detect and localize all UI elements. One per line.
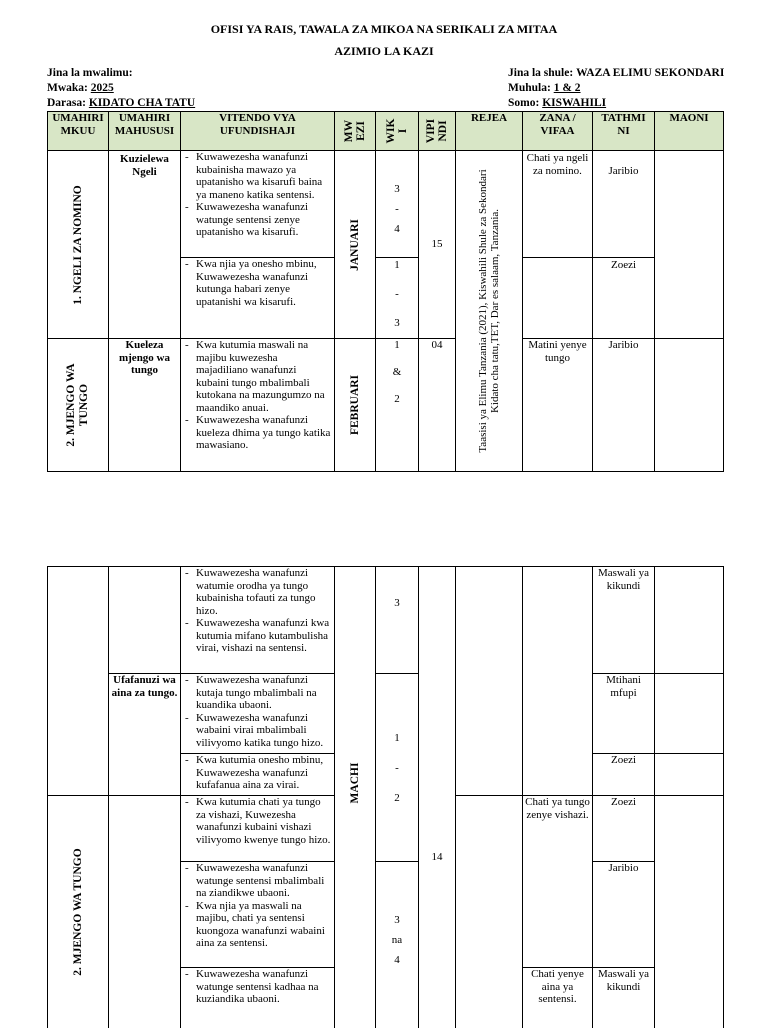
topic-cell (48, 567, 109, 796)
materials-cell: Chati ya tungo zenye vishazi. (523, 796, 593, 968)
reference-cell (456, 567, 523, 796)
periods-cell: 04 (419, 339, 456, 472)
meta-right (508, 66, 724, 111)
remarks-cell (655, 567, 724, 674)
scheme-table-2 (47, 566, 724, 1028)
col-periods: VIPI NDI (419, 112, 456, 151)
week-cell: 3 - 4 (376, 151, 419, 258)
week-cell: 3 (376, 567, 419, 674)
month-cell: JANUARI (335, 151, 376, 339)
activities-cell: - Kuwawezesha wanafunzi kubainisha mawazo ya upatanisho wa kisarufi baina ya maneno katika sentensi. - Kuwawezesha wanafunzi watunge sentensi zenye upatanisho wa kisarufi. (181, 151, 335, 258)
materials-cell: Chati ya ngeli za nomino. (523, 151, 593, 258)
col-main-topic: UMAHIRI MKUU (48, 112, 109, 151)
subject-label: Somo: (508, 97, 540, 109)
class-value: KIDATO CHA TATU (88, 97, 196, 109)
col-sub-topic: UMAHIRI MAHUSUSI (109, 112, 181, 151)
col-reference: REJEA (456, 112, 523, 151)
activities-cell: - Kuwawezesha wanafunzi watunge sentensi mbalimbali na ziandikwe ubaoni. - Kwa njia ya maswali na majibu, chati ya sentensi kuongoza wanafunzi wabaini aina za sentensi. (181, 862, 335, 968)
assessment-cell: Zoezi (593, 258, 655, 339)
materials-cell (523, 258, 593, 339)
assessment-cell: Zoezi (593, 754, 655, 796)
assessment-cell: Jaribio (593, 339, 655, 472)
subtopic-cell (109, 796, 181, 1028)
assessment-cell: Mtihani mfupi (593, 674, 655, 754)
term-value: 1 & 2 (553, 82, 581, 94)
subtopic-cell: Kuzielewa Ngeli (109, 151, 181, 339)
col-assessment: TATHMI NI (593, 112, 655, 151)
activities-cell: - Kwa kutumia onesho mbinu, Kuwawezesha wanafunzi kufafanua aina za virai. (181, 754, 335, 796)
month-cell: FEBRUARI (335, 339, 376, 472)
assessment-cell: Jaribio (593, 151, 655, 258)
teacher-label: Jina la mwalimu: (47, 67, 133, 79)
col-materials: ZANA / VIFAA (523, 112, 593, 151)
week-cell: 1 - 3 (376, 258, 419, 339)
office-title: OFISI YA RAIS, TAWALA ZA MIKOA NA SERIKALI ZA MITAA (210, 22, 558, 36)
activities-cell: - Kwa njia ya onesho mbinu, Kuwawezesha wanafunzi kutunga habari zenye upatanishi wa kisarufi. (181, 258, 335, 339)
subtopic-cell (109, 567, 181, 674)
materials-cell: Chati yenye aina ya sentensi. (523, 968, 593, 1028)
remarks-cell (655, 339, 724, 472)
table-row (48, 339, 724, 472)
year-value: 2025 (90, 82, 114, 94)
activities-cell: - Kuwawezesha wanafunzi watunge sentensi kadhaa na kuziandika ubaoni. (181, 968, 335, 1028)
col-month: MW EZI (335, 112, 376, 151)
table-row (48, 674, 724, 754)
remarks-cell (655, 674, 724, 754)
remarks-cell (655, 796, 724, 1028)
assessment-cell: Jaribio (593, 862, 655, 968)
table-row (48, 567, 724, 674)
class-label: Darasa: (47, 97, 86, 109)
topic-cell: 2. MJENGO WA TUNGO (48, 339, 109, 472)
assessment-cell: Maswali ya kikundi (593, 968, 655, 1028)
meta-left (47, 66, 195, 111)
activities-cell: - Kuwawezesha wanafunzi watumie orodha ya tungo kubainisha tofauti za tungo hizo. - Kuwawezesha wanafunzi kwa kutumia mifano kutambulisha virai, vishazi na sentensi. (181, 567, 335, 674)
school-value: WAZA ELIMU SEKONDARI (576, 67, 725, 79)
activities-cell: - Kwa kutumia chati ya tungo za vishazi, Kuwezesha wanafunzi kubaini vishazi vilivyomo kwenye tungo hizo. (181, 796, 335, 862)
topic-cell: 1. NGELI ZA NOMINO (48, 151, 109, 339)
reference-cell: Taasisi ya Elimu Tanzania (2021), Kiswahili Shule za Sekondari Kidato cha tatu,TET, Dar es salaam, Tanzania. (456, 151, 523, 472)
subject-value: KISWAHILI (542, 97, 607, 109)
materials-cell: Matini yenye tungo (523, 339, 593, 472)
col-week: WIK I (376, 112, 419, 151)
topic-cell: 2. MJENGO WA TUNGO (48, 796, 109, 1028)
week-cell: 1 - 2 (376, 674, 419, 862)
term-label: Muhula: (508, 82, 551, 94)
week-cell: 1 & 2 (376, 339, 419, 472)
periods-cell: 15 (419, 151, 456, 339)
col-activities: VITENDO VYA UFUNDISHAJI (181, 112, 335, 151)
subtopic-cell: Ufafanuzi wa aina za tungo. (109, 674, 181, 796)
week-cell: 3 na 4 (376, 862, 419, 1028)
header-row (48, 112, 724, 151)
year-label: Mwaka: (47, 82, 88, 94)
document-title: AZIMIO LA KAZI (334, 44, 434, 58)
assessment-cell: Maswali ya kikundi (593, 567, 655, 674)
materials-cell (523, 567, 593, 796)
col-remarks: MAONI (655, 112, 724, 151)
scheme-table-1 (47, 111, 724, 472)
month-cell: MACHI (335, 567, 376, 1028)
school-label: Jina la shule: (508, 67, 574, 79)
periods-cell: 14 (419, 567, 456, 1028)
reference-cell (456, 796, 523, 1028)
activities-cell: - Kuwawezesha wanafunzi kutaja tungo mbalimbali na kuandika ubaoni. - Kuwawezesha wanafunzi wabaini virai mbalimbali vilivyomo katika tungo hizo. (181, 674, 335, 754)
activities-cell: - Kwa kutumia maswali na majibu kuwezesha majadiliano wanafunzi kubaini tungo mbalimbali kutokana na mazungumzo na maandiko anuai. - Kuwawezesha wanafunzi kueleza dhima ya tungo katika mawasiano. (181, 339, 335, 472)
table-row (48, 151, 724, 258)
remarks-cell (655, 151, 724, 339)
remarks-cell (655, 754, 724, 796)
assessment-cell: Zoezi (593, 796, 655, 862)
subtopic-cell: Kueleza mjengo wa tungo (109, 339, 181, 472)
